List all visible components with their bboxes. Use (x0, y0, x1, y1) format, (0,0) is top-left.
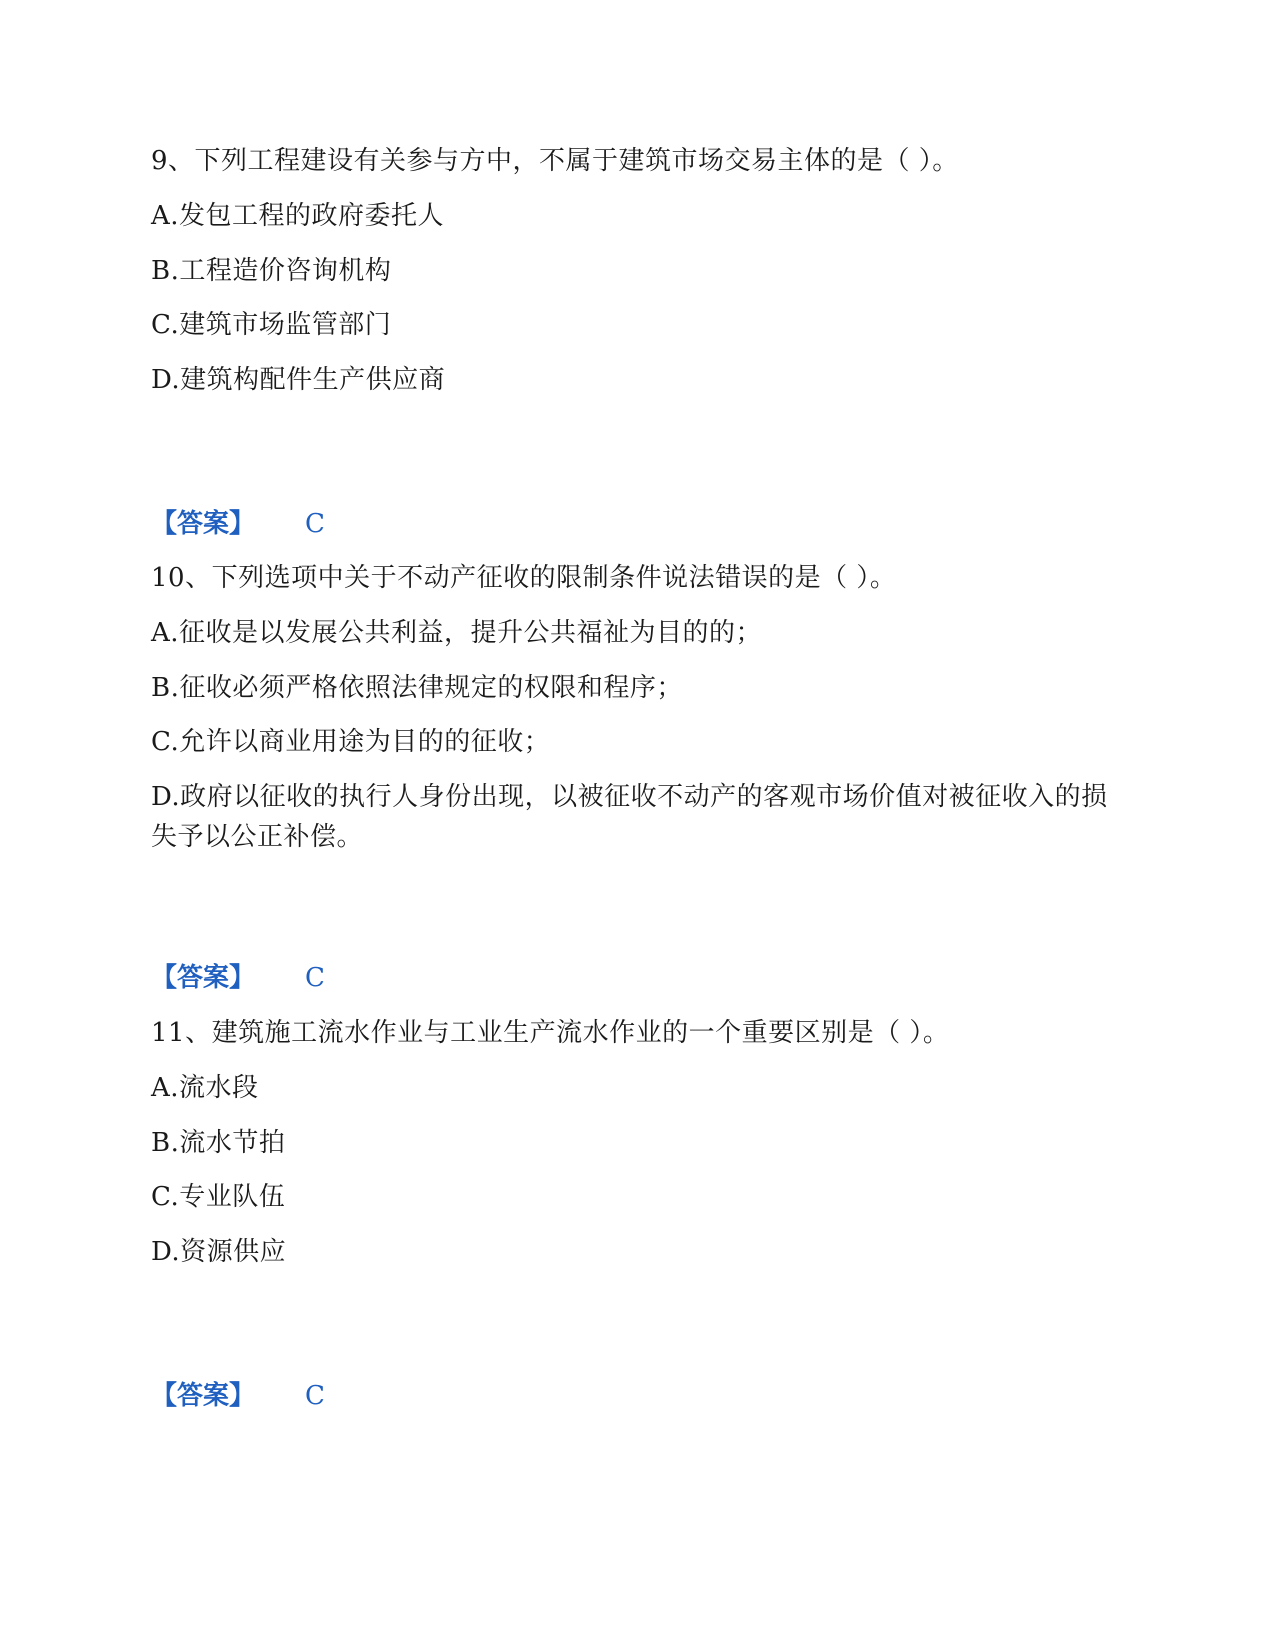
answer-value: C (305, 509, 325, 539)
question-10-stem: 10、下列选项中关于不动产征收的限制条件说法错误的是（ ）。 (151, 563, 897, 593)
question-11-option-b: B.流水节拍 (151, 1128, 286, 1158)
question-11-stem: 11、建筑施工流水作业与工业生产流水作业的一个重要区别是（ ）。 (151, 1018, 950, 1048)
question-11-option-d: D.资源供应 (151, 1237, 287, 1267)
answer-label: 【答案】 (151, 963, 256, 993)
question-10-option-a: A.征收是以发展公共利益，提升公共福祉为目的的； (151, 618, 763, 648)
question-9-option-a: A.发包工程的政府委托人 (151, 201, 445, 231)
answer-value: C (305, 1381, 325, 1411)
question-9-option-b: B.工程造价咨询机构 (151, 256, 392, 286)
answer-label: 【答案】 (151, 509, 256, 539)
question-9-answer (151, 509, 325, 539)
question-10-option-d: D.政府以征收的执行人身份出现，以被征收不动产的客观市场价值对被征收入的损失予以公正补偿。 (151, 782, 1108, 852)
answer-value: C (305, 963, 325, 993)
question-11-option-a: A.流水段 (151, 1073, 259, 1103)
question-11-option-c: C.专业队伍 (151, 1182, 286, 1212)
question-10-answer (151, 963, 325, 993)
answer-label: 【答案】 (151, 1381, 256, 1411)
question-9-option-d: D.建筑构配件生产供应商 (151, 365, 446, 395)
question-11-answer (151, 1381, 325, 1411)
question-9-option-c: C.建筑市场监管部门 (151, 310, 392, 340)
question-9-stem: 9、下列工程建设有关参与方中，不属于建筑市场交易主体的是（ ）。 (151, 146, 959, 176)
question-10-option-b: B.征收必须严格依照法律规定的权限和程序； (151, 673, 683, 703)
question-10-option-c: C.允许以商业用途为目的的征收； (151, 727, 551, 757)
